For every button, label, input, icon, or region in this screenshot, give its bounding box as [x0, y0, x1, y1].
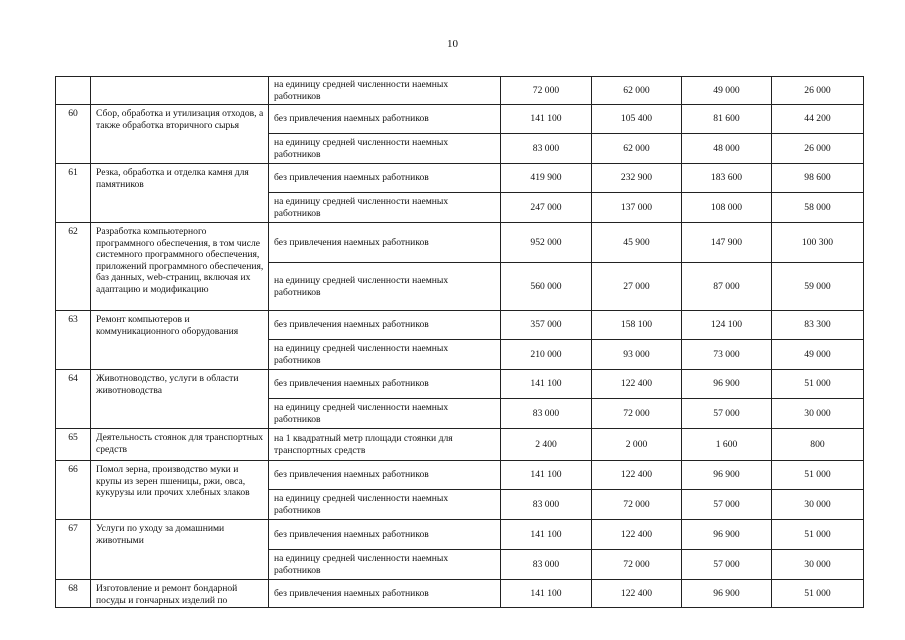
value-cell: 952 000 [501, 223, 592, 263]
value-cell: 247 000 [501, 193, 592, 223]
value-cell: 72 000 [592, 550, 682, 580]
value-cell: 122 400 [592, 520, 682, 550]
table-row [56, 77, 864, 105]
value-cell: 124 100 [682, 311, 772, 340]
value-cell: 419 900 [501, 164, 592, 193]
value-cell: 96 900 [682, 580, 772, 608]
value-cell: 158 100 [592, 311, 682, 340]
value-cell: 83 000 [501, 550, 592, 580]
value-cell: 83 000 [501, 399, 592, 429]
value-cell: 51 000 [772, 461, 864, 490]
value-cell: 141 100 [501, 461, 592, 490]
condition-cell: на единицу средней численности наемных работников [269, 193, 501, 223]
row-number: 67 [56, 520, 91, 580]
condition-cell: без привлечения наемных работников [269, 223, 501, 263]
value-cell: 2 400 [501, 429, 592, 461]
value-cell: 2 000 [592, 429, 682, 461]
value-cell: 96 900 [682, 370, 772, 399]
value-cell: 108 000 [682, 193, 772, 223]
value-cell: 137 000 [592, 193, 682, 223]
value-cell: 96 900 [682, 520, 772, 550]
value-cell: 58 000 [772, 193, 864, 223]
table-row [56, 461, 864, 490]
table-row [56, 164, 864, 193]
value-cell: 44 200 [772, 105, 864, 134]
value-cell: 57 000 [682, 550, 772, 580]
row-number: 62 [56, 223, 91, 311]
value-cell: 57 000 [682, 399, 772, 429]
value-cell: 62 000 [592, 77, 682, 105]
condition-cell: на единицу средней численности наемных работников [269, 399, 501, 429]
page-number: 10 [447, 38, 458, 50]
activity-name: Резка, обработка и отделка камня для памятников [91, 164, 269, 223]
value-cell: 51 000 [772, 580, 864, 608]
value-cell: 83 000 [501, 490, 592, 520]
activity-name [91, 77, 269, 105]
table-row [56, 370, 864, 399]
condition-cell: на единицу средней численности наемных работников [269, 263, 501, 311]
value-cell: 96 900 [682, 461, 772, 490]
condition-cell: на единицу средней численности наемных работников [269, 77, 501, 105]
activity-name: Разработка компьютерного программного обеспечения, в том числе системного программного обеспечения, приложений программного обеспечения, баз данных, web-страниц, включая их адаптацию и модификацию [91, 223, 269, 311]
value-cell: 560 000 [501, 263, 592, 311]
row-number: 60 [56, 105, 91, 164]
row-number [56, 77, 91, 105]
table-row [56, 429, 864, 461]
value-cell: 62 000 [592, 134, 682, 164]
value-cell: 141 100 [501, 105, 592, 134]
value-cell: 1 600 [682, 429, 772, 461]
table-row [56, 580, 864, 608]
value-cell: 147 900 [682, 223, 772, 263]
row-number: 65 [56, 429, 91, 461]
value-cell: 30 000 [772, 399, 864, 429]
condition-cell: без привлечения наемных работников [269, 520, 501, 550]
value-cell: 183 600 [682, 164, 772, 193]
value-cell: 51 000 [772, 520, 864, 550]
row-number: 66 [56, 461, 91, 520]
row-number: 63 [56, 311, 91, 370]
table-row [56, 105, 864, 134]
row-number: 68 [56, 580, 91, 608]
condition-cell: на единицу средней численности наемных работников [269, 550, 501, 580]
tax-rate-table [55, 76, 864, 608]
value-cell: 45 900 [592, 223, 682, 263]
condition-cell: на единицу средней численности наемных работников [269, 340, 501, 370]
value-cell: 83 300 [772, 311, 864, 340]
condition-cell: без привлечения наемных работников [269, 580, 501, 608]
activity-name: Ремонт компьютеров и коммуникационного оборудования [91, 311, 269, 370]
value-cell: 59 000 [772, 263, 864, 311]
value-cell: 210 000 [501, 340, 592, 370]
value-cell: 141 100 [501, 580, 592, 608]
condition-cell: без привлечения наемных работников [269, 105, 501, 134]
value-cell: 73 000 [682, 340, 772, 370]
value-cell: 26 000 [772, 77, 864, 105]
value-cell: 26 000 [772, 134, 864, 164]
activity-name: Животноводство, услуги в области животноводства [91, 370, 269, 429]
value-cell: 105 400 [592, 105, 682, 134]
value-cell: 72 000 [592, 399, 682, 429]
value-cell: 83 000 [501, 134, 592, 164]
activity-name: Изготовление и ремонт бондарной посуды и гончарных изделий по [91, 580, 269, 608]
condition-cell: без привлечения наемных работников [269, 311, 501, 340]
value-cell: 100 300 [772, 223, 864, 263]
value-cell: 72 000 [501, 77, 592, 105]
value-cell: 98 600 [772, 164, 864, 193]
value-cell: 27 000 [592, 263, 682, 311]
value-cell: 122 400 [592, 370, 682, 399]
value-cell: 49 000 [772, 340, 864, 370]
table-row [56, 520, 864, 550]
value-cell: 51 000 [772, 370, 864, 399]
value-cell: 49 000 [682, 77, 772, 105]
row-number: 61 [56, 164, 91, 223]
value-cell: 232 900 [592, 164, 682, 193]
value-cell: 48 000 [682, 134, 772, 164]
condition-cell: без привлечения наемных работников [269, 461, 501, 490]
value-cell: 81 600 [682, 105, 772, 134]
row-number: 64 [56, 370, 91, 429]
table-row [56, 311, 864, 340]
activity-name: Деятельность стоянок для транспортных средств [91, 429, 269, 461]
activity-name: Услуги по уходу за домашними животными [91, 520, 269, 580]
condition-cell: на единицу средней численности наемных работников [269, 490, 501, 520]
condition-cell: без привлечения наемных работников [269, 370, 501, 399]
value-cell: 141 100 [501, 520, 592, 550]
condition-cell: на 1 квадратный метр площади стоянки для транспортных средств [269, 429, 501, 461]
table-row [56, 223, 864, 263]
value-cell: 93 000 [592, 340, 682, 370]
value-cell: 357 000 [501, 311, 592, 340]
activity-name: Сбор, обработка и утилизация отходов, а также обработка вторичного сырья [91, 105, 269, 164]
value-cell: 72 000 [592, 490, 682, 520]
value-cell: 122 400 [592, 461, 682, 490]
value-cell: 87 000 [682, 263, 772, 311]
value-cell: 122 400 [592, 580, 682, 608]
activity-name: Помол зерна, производство муки и крупы из зерен пшеницы, ржи, овса, кукурузы или прочих хлебных злаков [91, 461, 269, 520]
value-cell: 30 000 [772, 490, 864, 520]
value-cell: 57 000 [682, 490, 772, 520]
value-cell: 800 [772, 429, 864, 461]
value-cell: 141 100 [501, 370, 592, 399]
condition-cell: на единицу средней численности наемных работников [269, 134, 501, 164]
value-cell: 30 000 [772, 550, 864, 580]
condition-cell: без привлечения наемных работников [269, 164, 501, 193]
